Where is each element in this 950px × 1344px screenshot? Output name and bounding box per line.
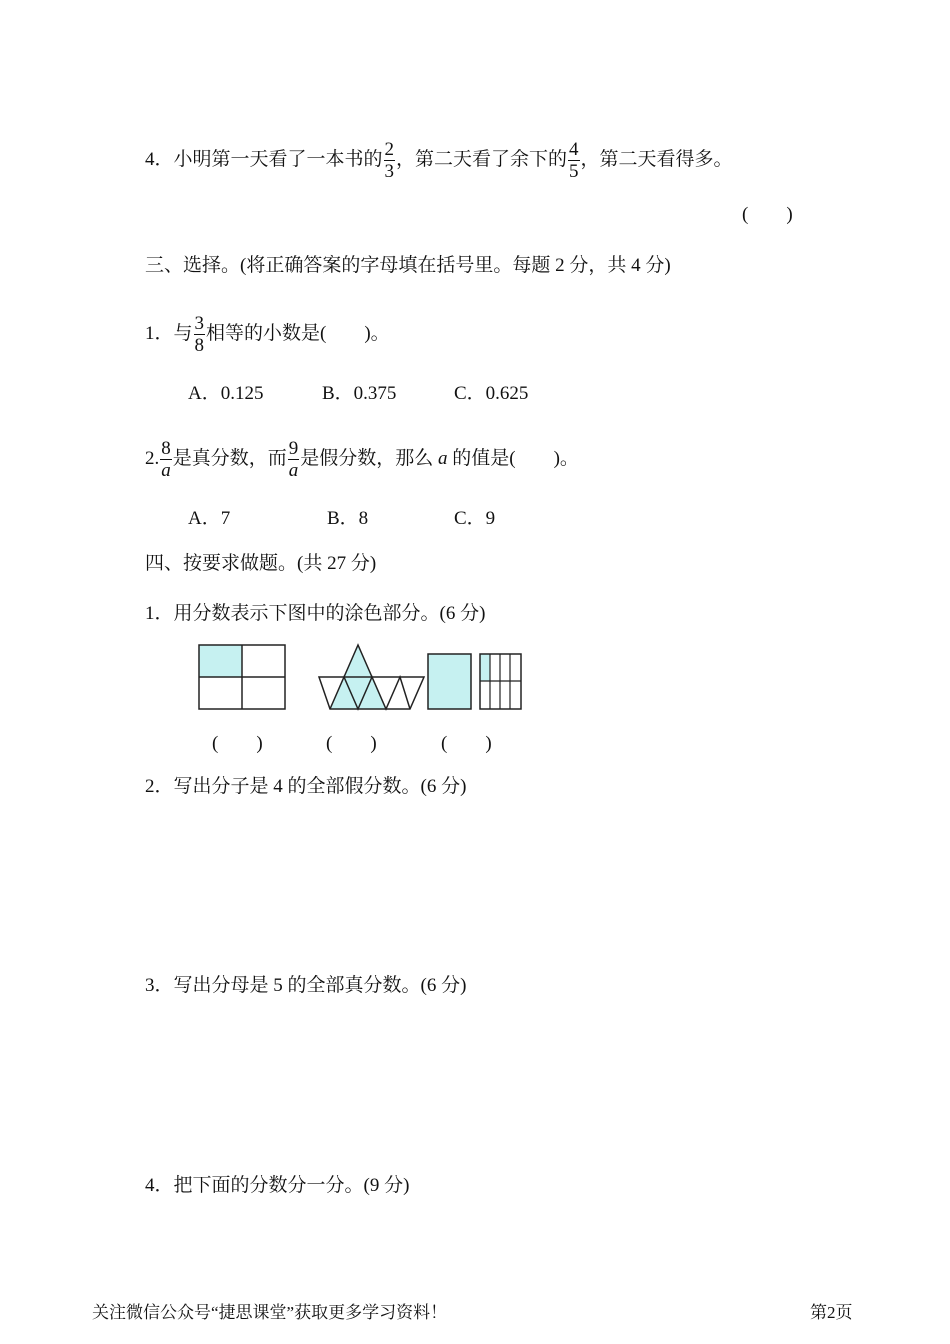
section-4-title: 四、按要求做题。(共 27 分): [145, 553, 377, 574]
fraction-eight-over-a: $\frac{8}{a}$: [161, 438, 171, 481]
section-3-title: 三、选择。(将正确答案的字母填在括号里。每题 2 分，共 4 分): [145, 255, 671, 276]
judge-question-4: 4．小明第一天看了一本书的 $\frac{2}{3}$ ，第二天看了余下的 $\frac{4}{5}$ ，第二天看得多。: [145, 139, 733, 182]
fraction-two-thirds: $\frac{2}{3}$: [384, 139, 395, 182]
option-c[interactable]: C．0.625: [454, 383, 529, 404]
option-a[interactable]: A．0.125: [188, 383, 264, 404]
fraction-nine-over-a: $\frac{9}{a}$: [288, 438, 299, 481]
footer-note: 关注微信公众号“捷思课堂”获取更多学习资料！: [92, 1303, 448, 1322]
option-b[interactable]: B．0.375: [322, 383, 397, 404]
figure-answer-3[interactable]: ( ): [441, 733, 492, 754]
section-4-question-1: 1．用分数表示下图中的涂色部分。(6 分): [145, 603, 486, 624]
page-number: 第2页: [810, 1303, 853, 1322]
judge-answer-paren[interactable]: ( ): [742, 204, 793, 225]
figure-triangle-trapezoid: [316, 639, 426, 711]
option-c[interactable]: C．9: [454, 508, 496, 529]
figure-answer-1[interactable]: ( ): [212, 733, 263, 754]
figure-answer-2[interactable]: ( ): [326, 733, 377, 754]
fraction-three-eighths: $\frac{3}{8}$: [194, 313, 205, 356]
section-4-question-3: 3．写出分母是 5 的全部真分数。(6 分): [145, 975, 467, 996]
option-b[interactable]: B．8: [327, 508, 369, 529]
figure-two-rectangles: [427, 653, 527, 713]
figure-rectangle-quarters: [198, 644, 288, 714]
choice-question-2: 2. $\frac{8}{a}$ 是真分数，而 $\frac{9}{a}$ 是假分数，那么 a 的值是( )。: [145, 438, 579, 481]
section-4-question-2: 2．写出分子是 4 的全部假分数。(6 分): [145, 776, 467, 797]
option-a[interactable]: A．7: [188, 508, 231, 529]
choice-question-1: 1．与 $\frac{3}{8}$ 相等的小数是( )。: [145, 313, 390, 356]
section-4-question-4: 4．把下面的分数分一分。(9 分): [145, 1175, 410, 1196]
fraction-four-fifths: $\frac{4}{5}$: [569, 139, 579, 182]
